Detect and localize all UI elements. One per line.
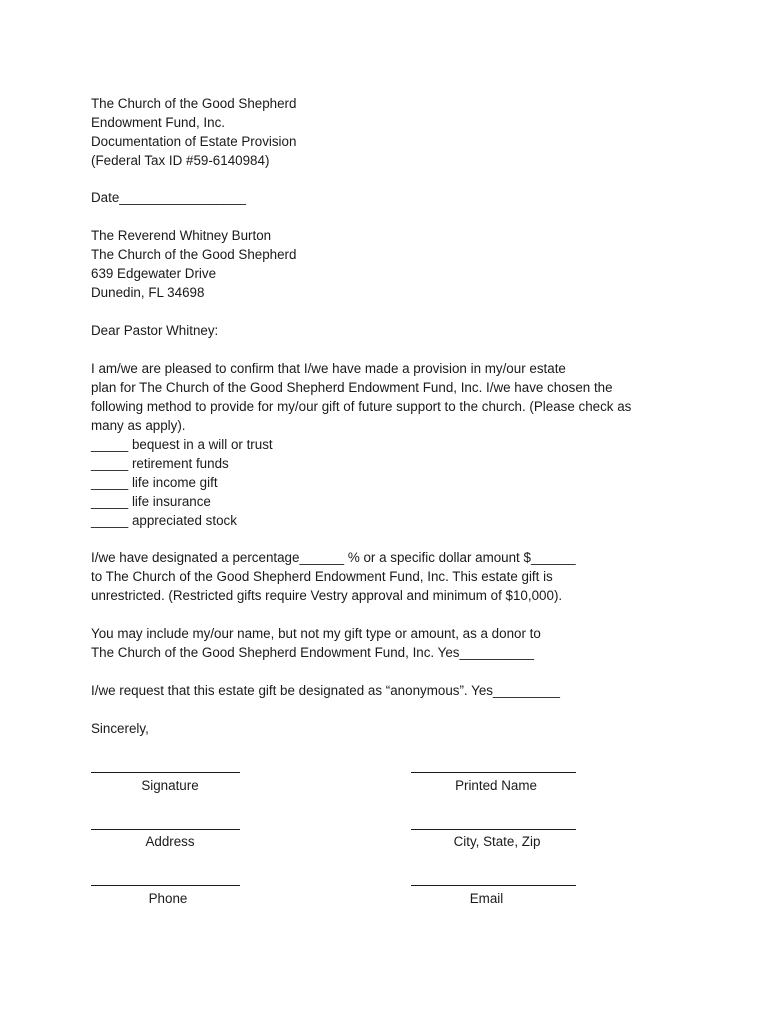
donor-name-consent-field[interactable]: The Church of the Good Shepherd Endowment Fund, Inc. Yes__________ [91, 645, 534, 660]
donor-name-line: You may include my/our name, but not my gift type or amount, as a donor to [91, 626, 541, 641]
option-life-income-gift[interactable]: _____ life income gift [91, 475, 218, 490]
designation-line: to The Church of the Good Shepherd Endowment Fund, Inc. This estate gift is [91, 569, 553, 584]
address-line[interactable] [91, 829, 240, 830]
header-org-name: The Church of the Good Shepherd [91, 96, 297, 111]
printed-name-label: Printed Name [455, 778, 537, 793]
body-paragraph-line: many as apply). [91, 418, 186, 433]
address-label: Address [145, 834, 195, 849]
city-state-zip-label: City, State, Zip [453, 834, 541, 849]
designation-line: unrestricted. (Restricted gifts require Vestry approval and minimum of $10,000). [91, 588, 563, 603]
email-label: Email [469, 891, 504, 906]
option-bequest[interactable]: _____ bequest in a will or trust [91, 437, 273, 452]
option-retirement-funds[interactable]: _____ retirement funds [91, 456, 229, 471]
header-document-title: Documentation of Estate Provision [91, 134, 297, 149]
recipient-name: The Reverend Whitney Burton [91, 228, 272, 243]
anonymous-request-field[interactable]: I/we request that this estate gift be designated as “anonymous”. Yes_________ [91, 683, 560, 698]
phone-label: Phone [148, 891, 188, 906]
closing: Sincerely, [91, 721, 149, 736]
printed-name-line[interactable] [411, 772, 576, 773]
recipient-organization: The Church of the Good Shepherd [91, 247, 297, 262]
recipient-city-state-zip: Dunedin, FL 34698 [91, 285, 205, 300]
signature-line[interactable] [91, 772, 240, 773]
salutation: Dear Pastor Whitney: [91, 323, 219, 338]
phone-line[interactable] [91, 885, 240, 886]
designation-line[interactable]: I/we have designated a percentage______ % or a specific dollar amount $______ [91, 550, 576, 565]
body-paragraph-line: plan for The Church of the Good Shepherd Endowment Fund, Inc. I/we have chosen the [91, 380, 613, 395]
email-line[interactable] [411, 885, 576, 886]
header-tax-id: (Federal Tax ID #59-6140984) [91, 153, 270, 168]
date-field[interactable]: Date_________________ [91, 190, 246, 205]
recipient-street: 639 Edgewater Drive [91, 266, 217, 281]
signature-label: Signature [141, 778, 199, 793]
option-appreciated-stock[interactable]: _____ appreciated stock [91, 513, 237, 528]
option-life-insurance[interactable]: _____ life insurance [91, 494, 211, 509]
body-paragraph-line: following method to provide for my/our gift of future support to the church. (Please check as [91, 399, 632, 414]
city-state-zip-line[interactable] [411, 829, 576, 830]
body-paragraph-line: I am/we are pleased to confirm that I/we have made a provision in my/our estate [91, 361, 566, 376]
header-fund-name: Endowment Fund, Inc. [91, 115, 225, 130]
